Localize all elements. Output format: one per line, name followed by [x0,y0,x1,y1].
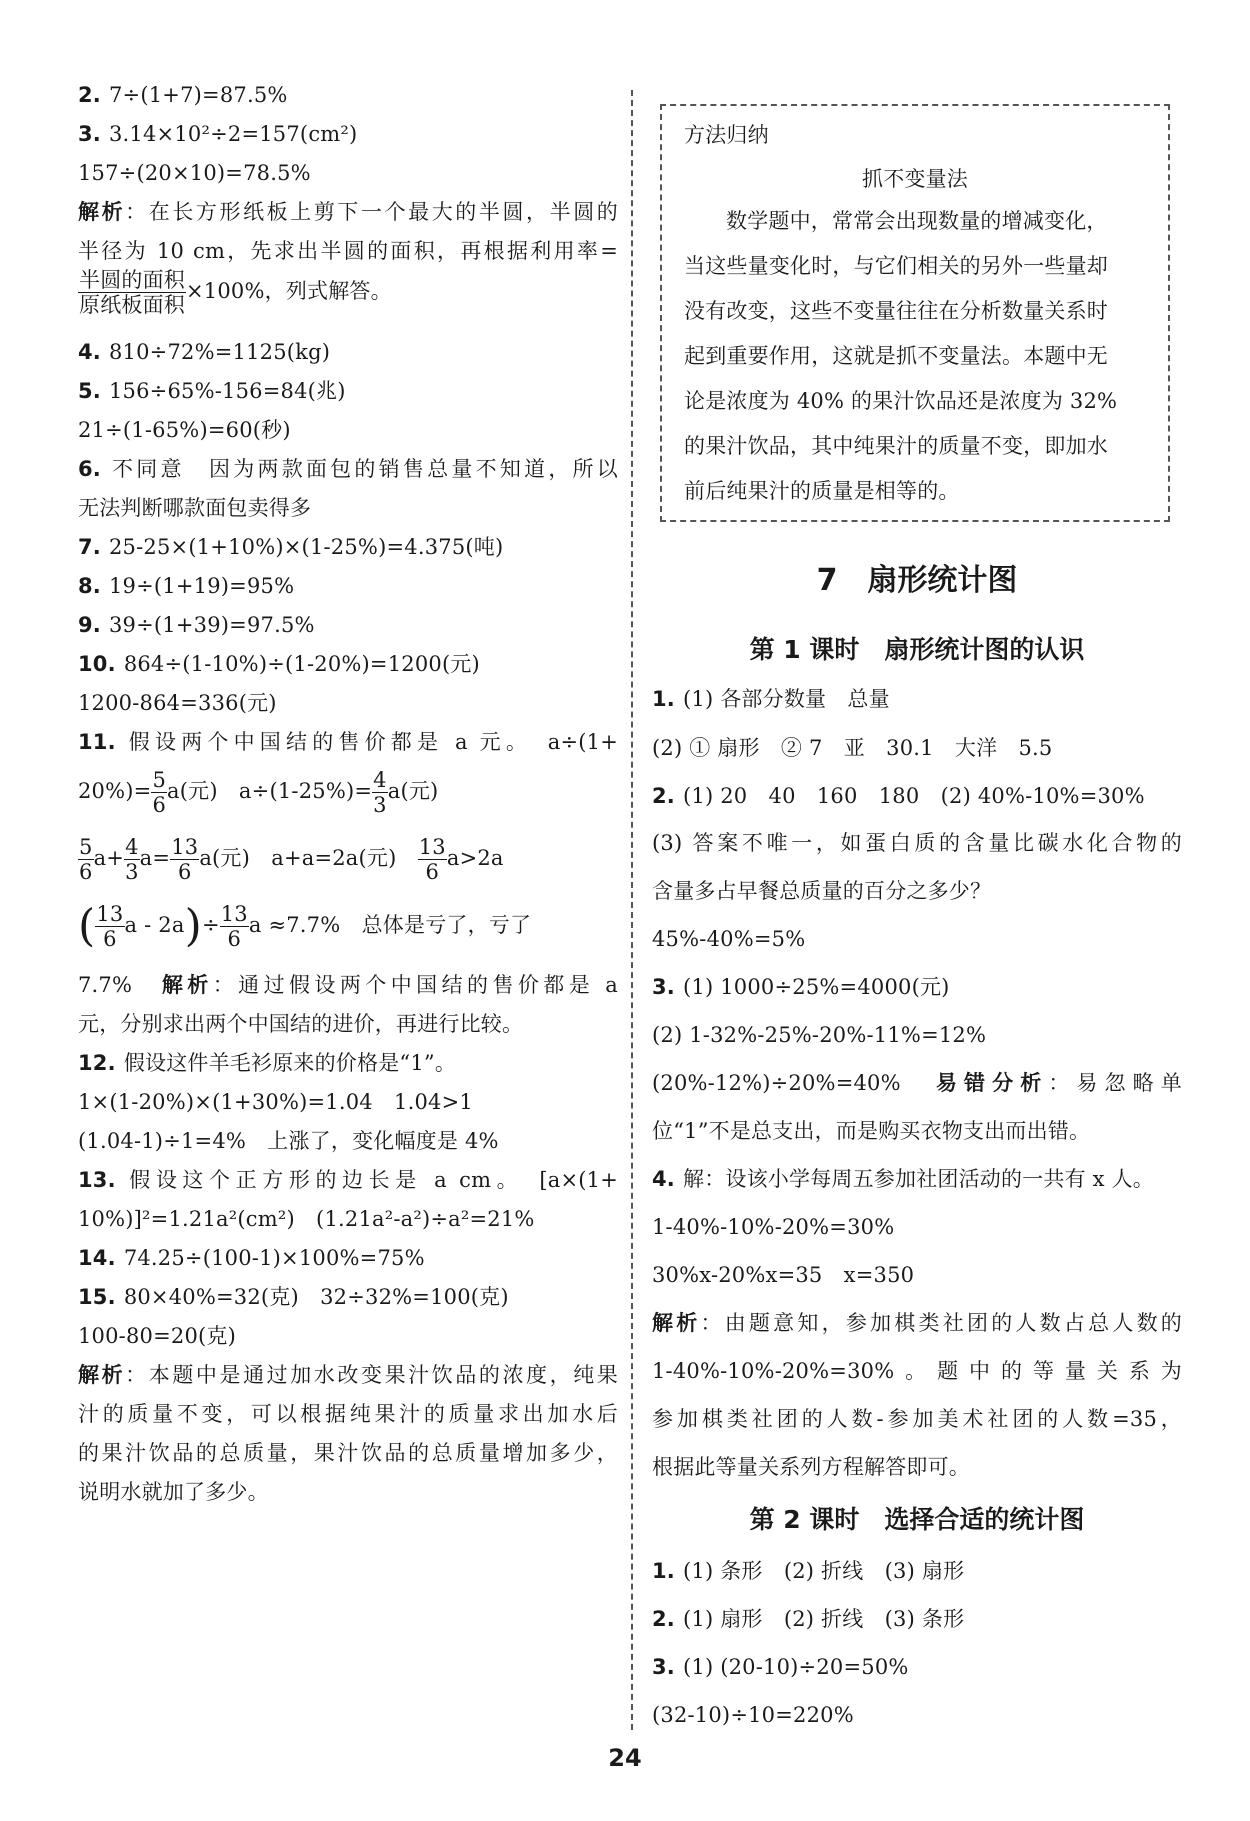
r-answer-3-line2: (2) 1-32%-25%-20%-11%=12% [652,1023,987,1047]
r-answer-3: 3. (1) 1000÷25%=4000(元) [652,975,950,999]
r-answer-3-line3: (20%-12%)÷20%=40% 易错分析：易忽略单 [652,1071,1182,1095]
method-title: 抓不变量法 [862,167,968,191]
analysis-3: 解析：在长方形纸板上剪下一个最大的半圆，半圆的 [78,200,618,224]
l2-answer-1: 1. (1) 条形 (2) 折线 (3) 扇形 [652,1559,965,1583]
method-text-2: 当这些量变化时，与它们相关的另外一些量却 [684,254,1108,278]
lesson-1-title: 第 1 课时 扇形统计图的认识 [749,635,1085,664]
answer-12-line2: 1×(1-20%)×(1+30%)=1.04 1.04>1 [78,1090,473,1114]
chapter-title: 7 扇形统计图 [816,563,1018,598]
r-answer-2-line3: 含量多占早餐总质量的百分之多少？ [652,879,992,903]
answer-8: 8. 19÷(1+19)=95% [78,574,295,598]
answer-10-line2: 1200-864=336(元) [78,691,277,715]
analysis-15: 解析：本题中是通过加水改变果汁饮品的浓度，纯果 [78,1363,618,1387]
method-text-5: 论是浓度为 40% 的果汁饮品还是浓度为 32% [684,389,1118,413]
method-text-3: 没有改变，这些不变量往往在分析数量关系时 [684,299,1108,323]
r-answer-4-line3: 30%x-20%x=35 x=350 [652,1263,915,1287]
answer-3-line2: 157÷(20×10)=78.5% [78,161,311,185]
answer-7: 7. 25-25×(1+10%)×(1-25%)=4.375(吨) [78,535,504,559]
answer-5-line2: 21÷(1-65%)=60(秒) [78,418,291,442]
utilization-fraction: $\frac{\text{半圆的面积}}{\text{原纸板面积}}$ [79,268,185,317]
r-answer-1: 1. (1) 各部分数量 总量 [652,687,890,711]
answer-12: 12. 假设这件羊毛衫原来的价格是“1”。 [78,1051,457,1075]
answer-11-line2: 20%)= $\frac{5}{6}$ a(元) a÷(1-25%)= $\frac{4}{3}$ a(元) [78,768,439,817]
analysis-3-fraction: $\frac{\text{半圆的面积}}{\text{原纸板面积}}$ ×100%，列式解答。 [79,268,392,317]
answer-11: 11. 假设两个中国结的售价都是 a 元。 a÷(1+ [78,730,618,754]
column-divider [631,90,633,1730]
answer-6-line2: 无法判断哪款面包卖得多 [78,496,312,520]
answer-11-line4: ( $\frac{13}{6}$ a - 2a)÷ $\frac{13}{6}$ a ≈7.7% 总体是亏了，亏了 [78,900,532,952]
r-answer-4-line2: 1-40%-10%-20%=30% [652,1215,895,1239]
answer-2: 2. 7÷(1+7)=87.5% [78,83,288,107]
l2-answer-2: 2. (1) 扇形 (2) 折线 (3) 条形 [652,1607,965,1631]
analysis-15-line4: 说明水就加了多少。 [78,1480,269,1504]
answer-12-line3: (1.04-1)÷1=4% 上涨了，变化幅度是 4% [78,1129,499,1153]
answer-13-line2: 10%)]²=1.21a²(cm²) (1.21a²-a²)÷a²=21% [78,1207,535,1231]
method-text-4: 起到重要作用，这就是抓不变量法。本题中无 [684,344,1108,368]
analysis-15-line2: 汁的质量不变，可以根据纯果汁的质量求出加水后 [78,1402,618,1426]
r-analysis-4-line2: 1-40%-10%-20%=30%。题中的等量关系为 [652,1359,1182,1383]
answer-5: 5. 156÷65%-156=84(兆) [78,379,346,403]
r-analysis-4-line4: 根据此等量关系列方程解答即可。 [652,1455,970,1479]
r-answer-3-line4: 位“1”不是总支出，而是购买衣物支出而出错。 [652,1119,1091,1143]
answer-15-line2: 100-80=20(克) [78,1324,237,1348]
method-text-1: 数学题中，常常会出现数量的增减变化， [726,209,1108,233]
r-answer-2: 2. (1) 20 40 160 180 (2) 40%-10%=30% [652,784,1145,808]
l2-answer-3-line2: (32-10)÷10=220% [652,1703,854,1727]
answer-11-line3: $\frac{5}{6}$ a+ $\frac{4}{3}$ a= $\frac{13}{6}$ a(元) a+a=2a(元) $\frac{13}{6}$ a>2a [79,835,504,884]
r-answer-2-line2: (3) 答案不唯一，如蛋白质的含量比碳水化合物的 [652,831,1182,855]
r-analysis-4-line3: 参加棋类社团的人数-参加美术社团的人数=35， [652,1407,1182,1431]
method-text-6: 的果汁饮品，其中纯果汁的质量不变，即加水 [684,434,1108,458]
r-answer-4: 4. 解：设该小学每周五参加社团活动的一共有 x 人。 [652,1167,1154,1191]
answer-11-line6: 元，分别求出两个中国结的进价，再进行比较。 [78,1012,524,1036]
answer-13: 13. 假设这个正方形的边长是 a cm。 [a×(1+ [78,1168,618,1192]
lesson-2-title: 第 2 课时 选择合适的统计图 [749,1505,1085,1534]
r-answer-1-line2: (2) ① 扇形 ② 7 亚 30.1 大洋 5.5 [652,736,1053,760]
method-summary-label: 方法归纳 [684,123,769,147]
answer-10: 10. 864÷(1-10%)÷(1-20%)=1200(元) [78,652,480,676]
answer-3: 3. 3.14×10²÷2=157(cm²) [78,122,358,146]
analysis-15-line3: 的果汁饮品的总质量，果汁饮品的总质量增加多少， [78,1441,618,1465]
answer-11-line5: 7.7% 解析：通过假设两个中国结的售价都是 a [78,973,618,997]
method-summary-box [660,104,1170,522]
answer-4: 4. 810÷72%=1125(kg) [78,340,331,364]
l2-answer-3: 3. (1) (20-10)÷20=50% [652,1655,909,1679]
answer-9: 9. 39÷(1+39)=97.5% [78,613,315,637]
answer-15: 15. 80×40%=32(克) 32÷32%=100(克) [78,1285,509,1309]
r-analysis-4: 解析：由题意知，参加棋类社团的人数占总人数的 [652,1311,1183,1335]
answer-6: 6. 不同意 因为两款面包的销售总量不知道，所以 [78,457,618,481]
r-answer-2-line4: 45%-40%=5% [652,927,806,951]
analysis-3-line2: 半径为 10 cm，先求出半圆的面积，再根据利用率= [78,239,618,263]
page-number: 24 [608,1744,642,1772]
method-text-7: 前后纯果汁的质量是相等的。 [684,479,960,503]
answer-14: 14. 74.25÷(100-1)×100%=75% [78,1246,425,1270]
